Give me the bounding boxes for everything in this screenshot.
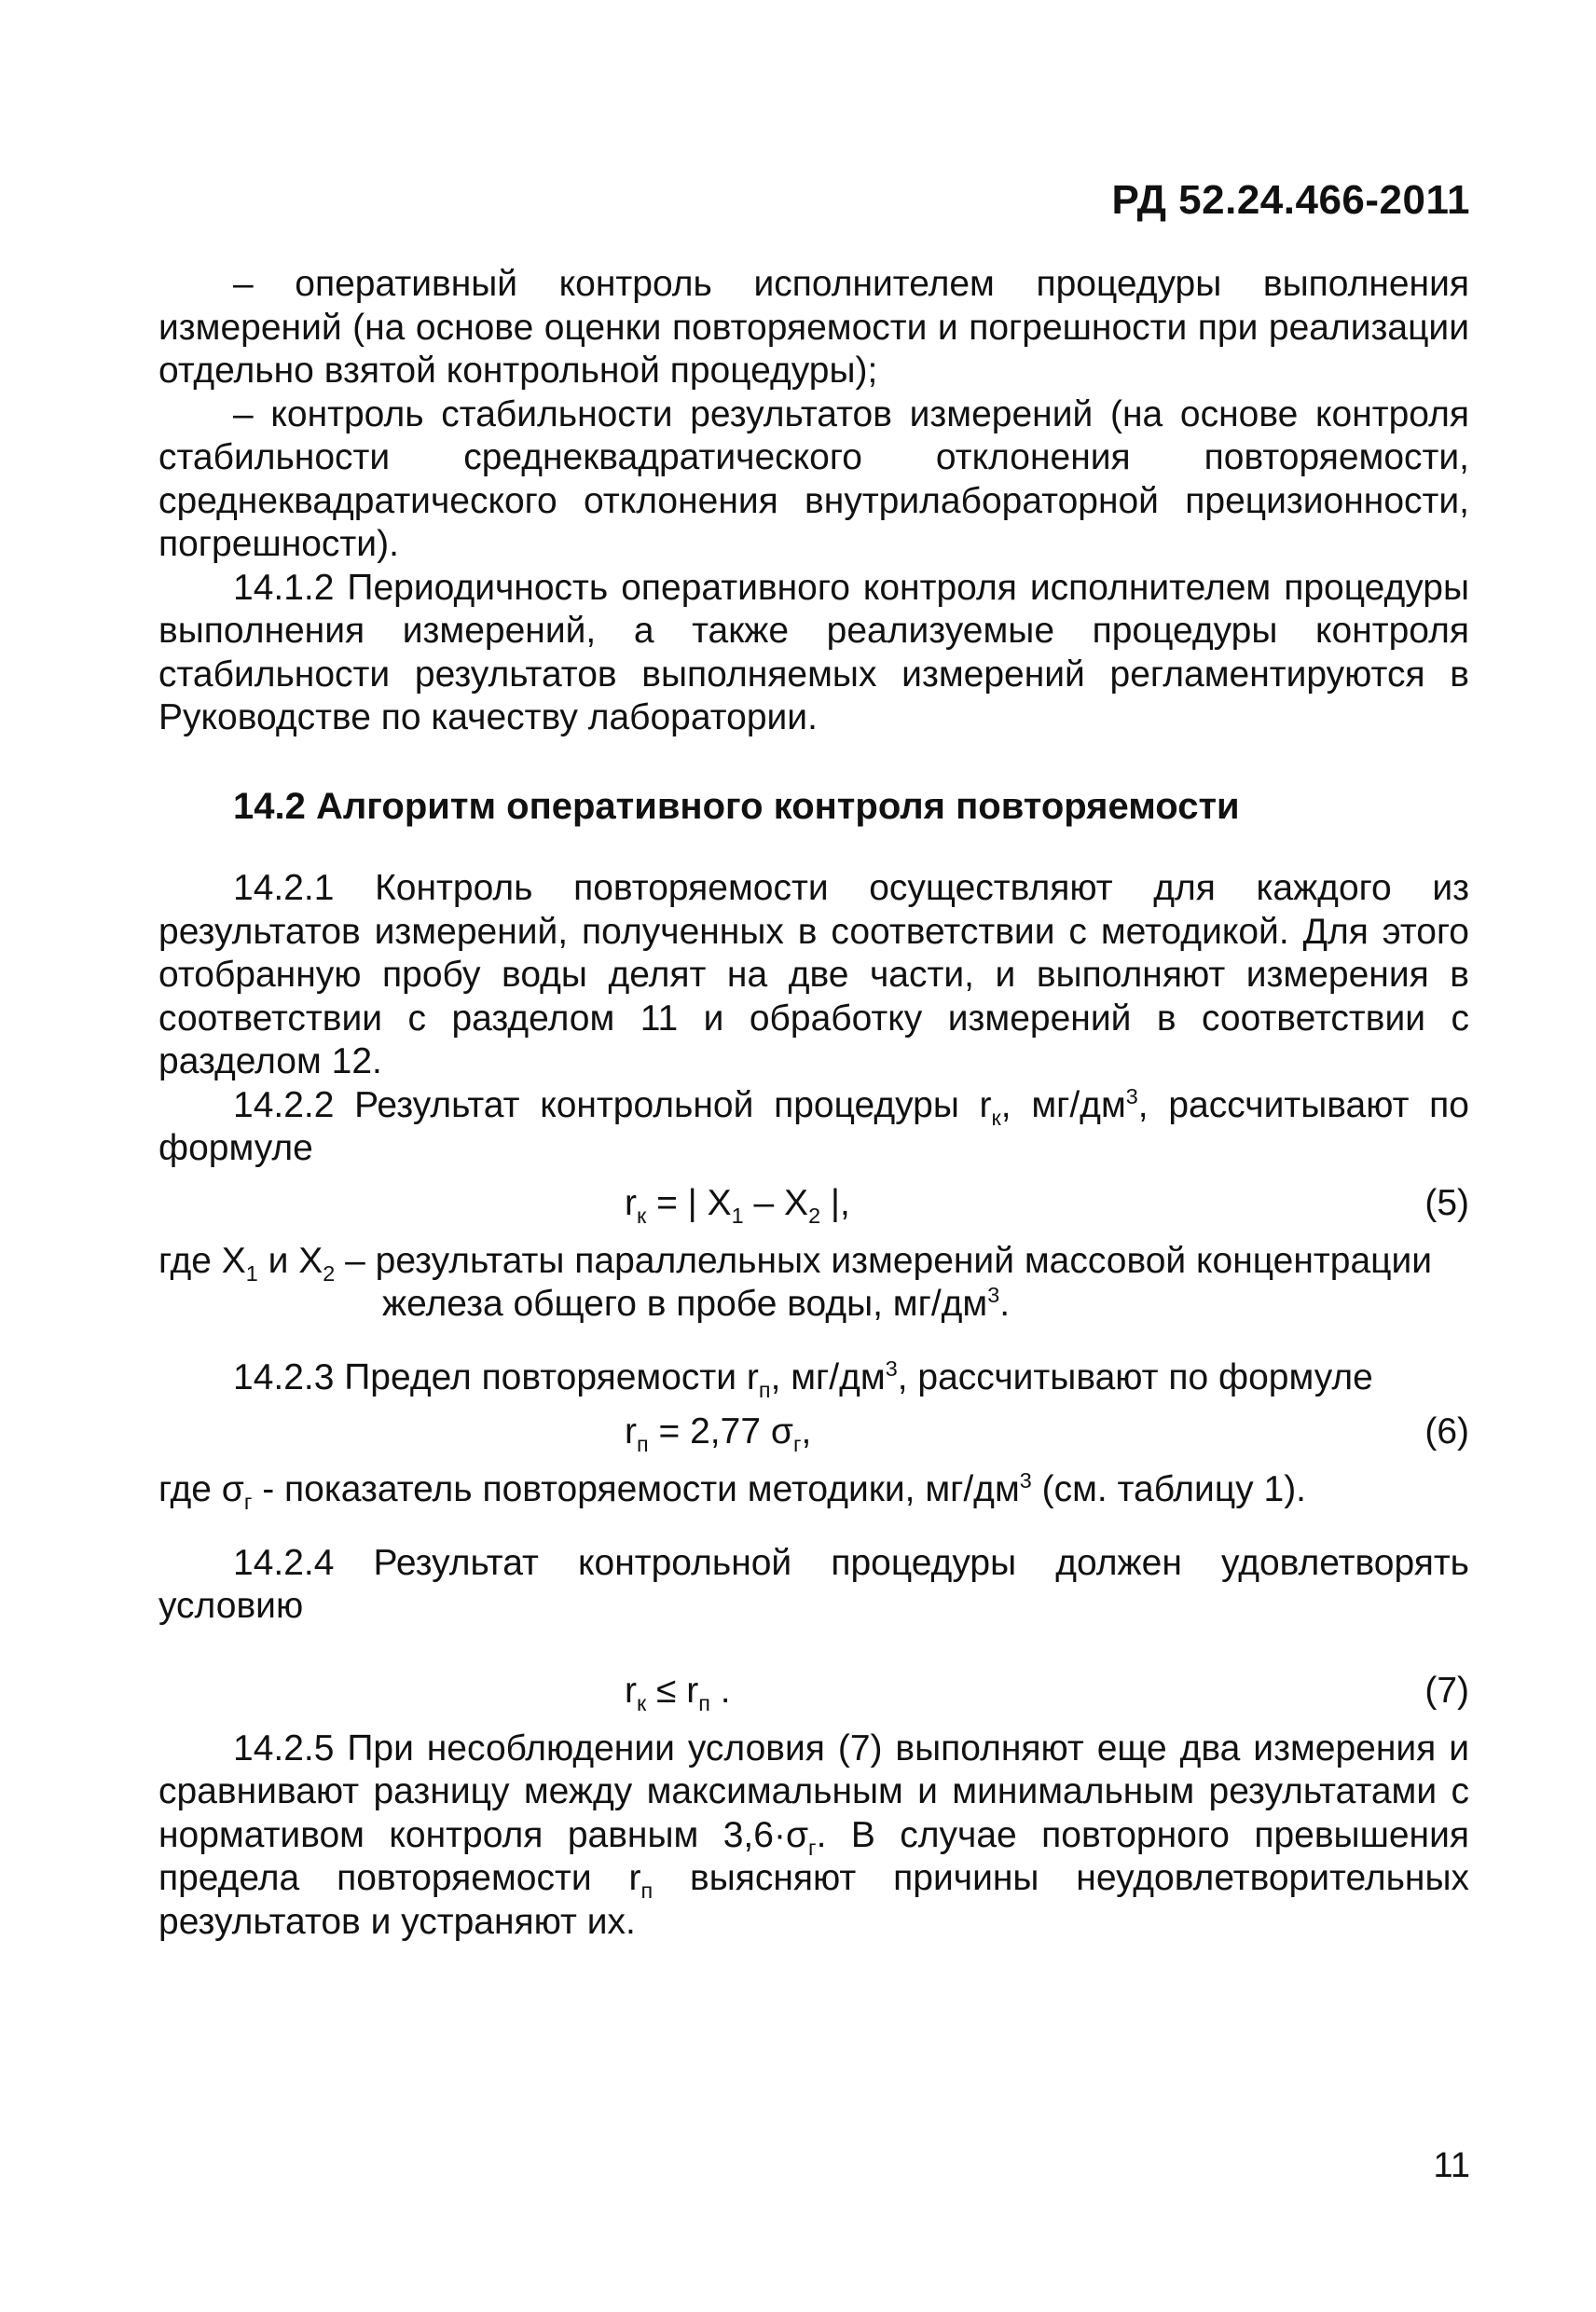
paragraph-14-2-2: 14.2.2 Результат контрольной процедуры $r_к$, $мг/дм^3$, рассчитывают по формуле [158,1083,1469,1168]
page-number: 11 [1433,2146,1470,2185]
formula-6-number: (6) [1424,1411,1469,1452]
formula-7 [158,1670,1469,1720]
paragraph-14-2-3: 14.2.3 Предел повторяемости $r_п$, $мг/дм^3$, рассчитывают по формуле [233,1356,1373,1402]
paragraph-14-2-1: 14.2.1 Контроль повторяемости осуществляют для каждого из результатов измерений, полученных в соответствии с методикой. Для этого отобранную пробу воды делят на две части, и выполняют измерения в соответствии с разделом 11 и обработку измерений в соответствии с разделом 12. [158,868,1469,1081]
document-code: РД 52.24.466-2011 [1111,177,1470,223]
formula-6-legend: где $\sigma_г$ - показатель повторяемости методики, $мг/дм^3$ (см. таблицу 1). [158,1468,1307,1514]
formula-5-number: (5) [1424,1182,1469,1223]
formula-5-expression: $r_к$ = | $X_1 - X_2$ |, [625,1182,850,1228]
spacer [158,1512,1469,1542]
formula-6 [158,1411,1469,1461]
paragraph-operational-control: – оперативный контроль исполнителем процедуры выполнения измерений (на основе оценки повторяемости и погрешности при реализации отдельно взятой контрольной процедуры); [158,264,1469,391]
formula-6-expression: $r_п = 2,77$ $\sigma_г$, [625,1411,812,1456]
paragraph-stability-control: – контроль стабильности результатов измерений (на основе контроля стабильности среднеквадратического отклонения повторяемости, среднеквадратического отклонения внутрилабораторной прецизионности, погрешности). [158,393,1469,564]
formula-7-number: (7) [1424,1670,1469,1711]
paragraph-14-2-5: 14.2.5 При несоблюдении условия (7) выполняют еще два измерения и сравнивают разницу между максимальным и минимальным результатами с нормативом контроля равным $3,6\cdot\sigma_г$. В случае повторного превышения предела повторяемости $r_п$ выясняют причины неудовлетворительных результатов и устраняют их. [158,1727,1469,1942]
page-body [158,263,1469,1944]
paragraph-14-2-4: 14.2.4 Результат контрольной процедуры должен удовлетворять условию [158,1542,1469,1626]
section-heading-14-2: 14.2 Алгоритм оперативного контроля повторяемости [233,785,1240,827]
paragraph-14-1-2: 14.1.2 Периодичность оперативного контроля исполнителем процедуры выполнения измерений, а также реализуемые процедуры контроля стабильности результатов выполняемых измерений регламентируются в Руководстве по качеству лаборатории. [158,567,1469,737]
formula-5 [158,1182,1469,1232]
formula-5-legend: где $X_1$ и $X_2$ – результаты параллельных измерений массовой концентрации железа общего в пробе воды, $мг/дм^3$. [158,1240,1433,1324]
spacer [158,1629,1469,1658]
formula-7-expression: $r_к \le r_п$ . [625,1670,731,1715]
spacer [158,1327,1469,1356]
